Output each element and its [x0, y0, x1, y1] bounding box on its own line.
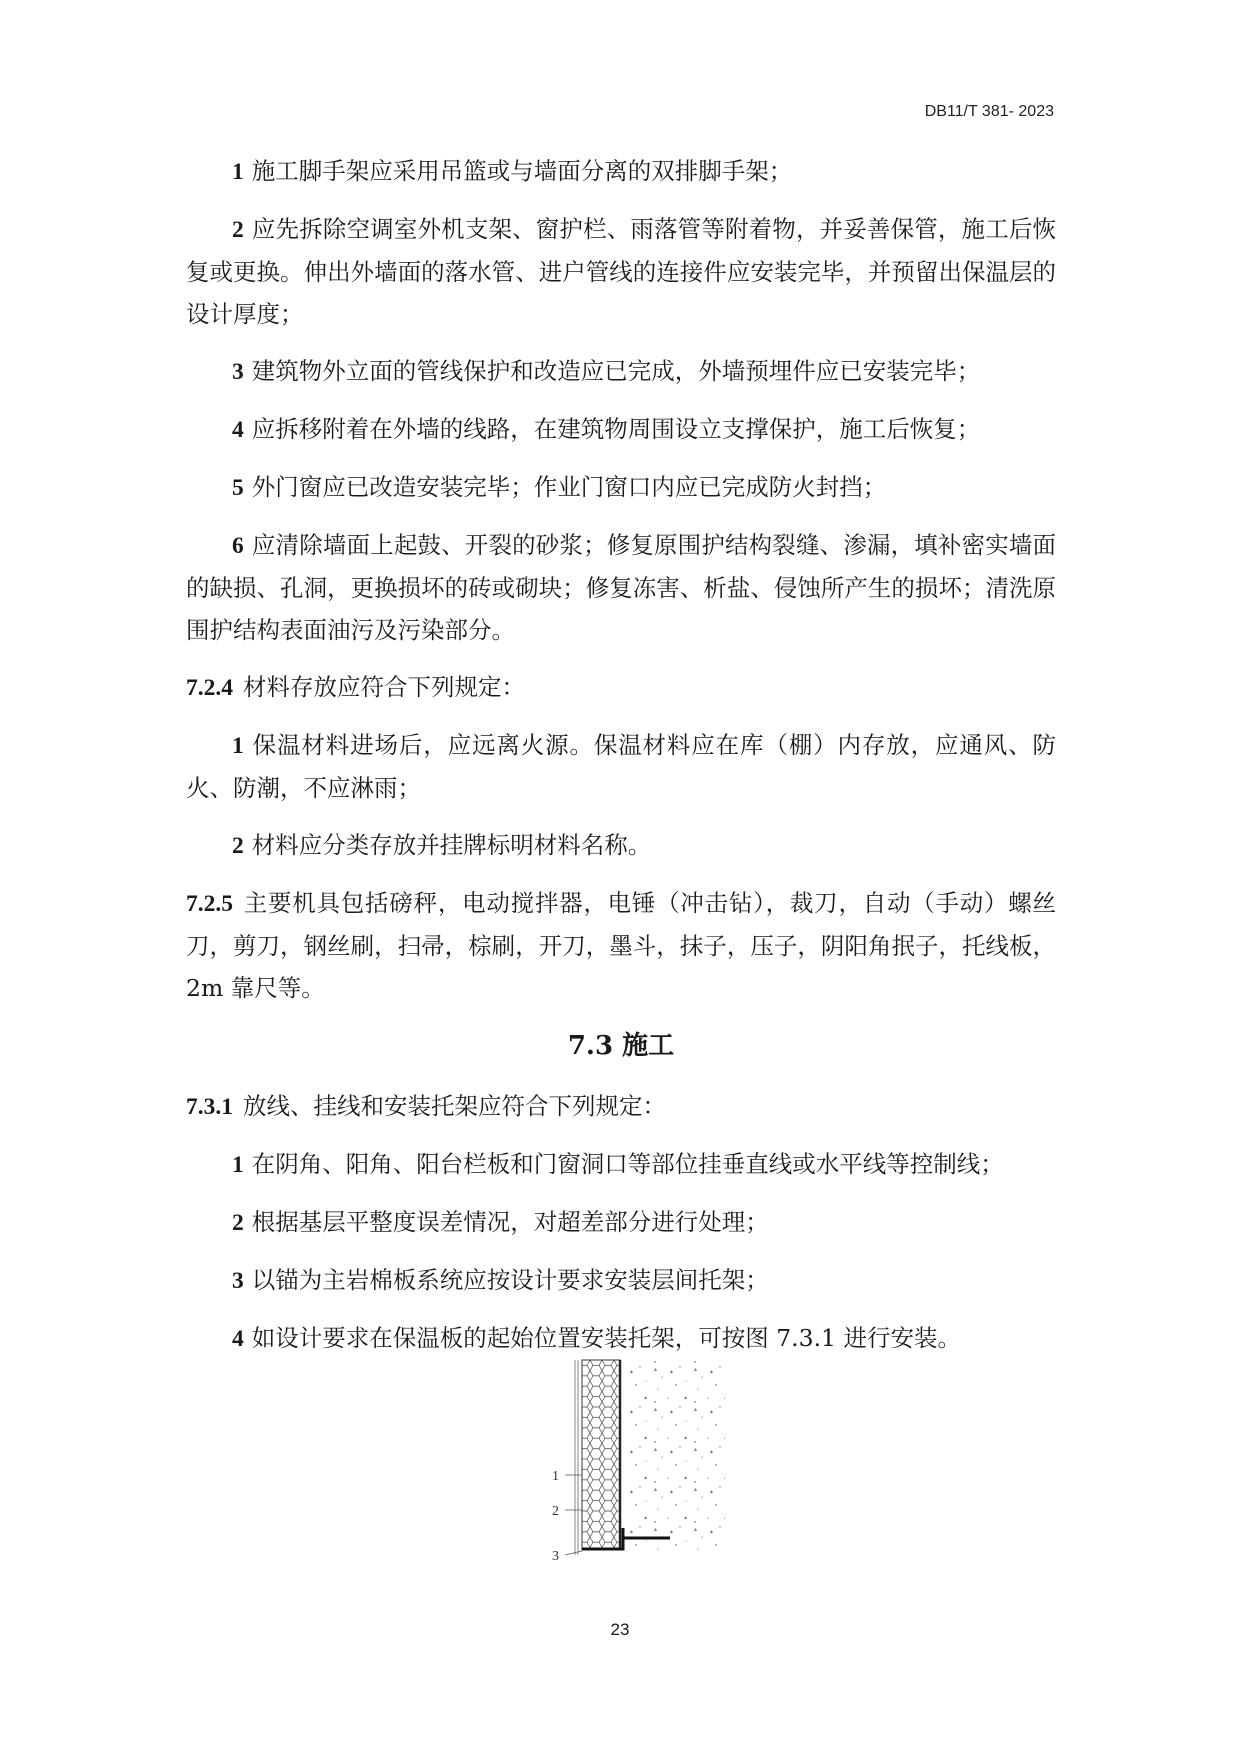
page-content	[186, 150, 1056, 1375]
list-item: 5 外门窗应已改造安装完毕；作业门窗口内应已完成防火封挡；	[232, 473, 887, 501]
figure-label: 1	[552, 1469, 559, 1484]
list-item: 2 材料应分类存放并挂牌标明材料名称。	[232, 831, 652, 859]
document-code: DB11/T 381- 2023	[924, 103, 1054, 120]
figure-label: 2	[552, 1504, 559, 1519]
insulation-bracket-diagram	[530, 1355, 740, 1575]
list-item: 3 建筑物外立面的管线保护和改造应已完成，外墙预埋件应已安装完毕；	[232, 357, 981, 385]
list-item: 1 保温材料进场后，应远离火源。保温材料应在库（棚）内存放，应通风、防火、防潮，不应淋雨；	[186, 731, 1056, 802]
concrete-wall	[630, 1360, 725, 1555]
list-item: 2 根据基层平整度误差情况，对超差部分进行处理；	[232, 1208, 769, 1236]
figure-7-3-1	[530, 1355, 740, 1575]
list-item: 1 施工脚手架应采用吊篮或与墙面分离的双排脚手架；	[232, 157, 793, 185]
list-item: 1 在阴角、阳角、阳台栏板和门窗洞口等部位挂垂直线或水平线等控制线；	[232, 1150, 1004, 1178]
section-title: 7.3 施工	[567, 1031, 675, 1061]
page-number: 23	[610, 1620, 630, 1639]
clause-7-2-5: 7.2.5 主要机具包括磅秤，电动搅拌器，电锤（冲击钻），裁刀，自动（手动）螺丝刀，剪刀，钢丝刷，扫帚，棕刷，开刀，墨斗，抹子，压子，阴阳角抿子，托线板，2m 靠尺等。	[186, 889, 1056, 1002]
leader-line	[565, 1551, 582, 1555]
figure-label: 3	[552, 1549, 559, 1564]
list-item: 2 应先拆除空调室外机支架、窗护栏、雨落管等附着物，并妥善保管，施工后恢复或更换。伸出外墙面的落水管、进户管线的连接件应安装完毕，并预留出保温层的设计厚度；	[186, 215, 1056, 328]
insulation-board	[582, 1360, 620, 1550]
list-item: 4 如设计要求在保温板的起始位置安装托架，可按图 7.3.1 进行安装。	[232, 1324, 961, 1352]
list-item: 6 应清除墙面上起鼓、开裂的砂浆；修复原围护结构裂缝、渗漏，填补密实墙面的缺损、孔洞，更换损坏的砖或砌块；修复冻害、析盐、侵蚀所产生的损坏；清洗原围护结构表面油污及污染部分。	[186, 531, 1056, 644]
clause-7-2-4: 7.2.4 材料存放应符合下列规定：	[186, 673, 525, 701]
list-item: 3 以锚为主岩棉板系统应按设计要求安装层间托架；	[232, 1266, 769, 1294]
list-item: 4 应拆移附着在外墙的线路，在建筑物周围设立支撑保护，施工后恢复；	[232, 415, 981, 443]
clause-7-3-1: 7.3.1 放线、挂线和安装托架应符合下列规定：	[186, 1092, 666, 1120]
